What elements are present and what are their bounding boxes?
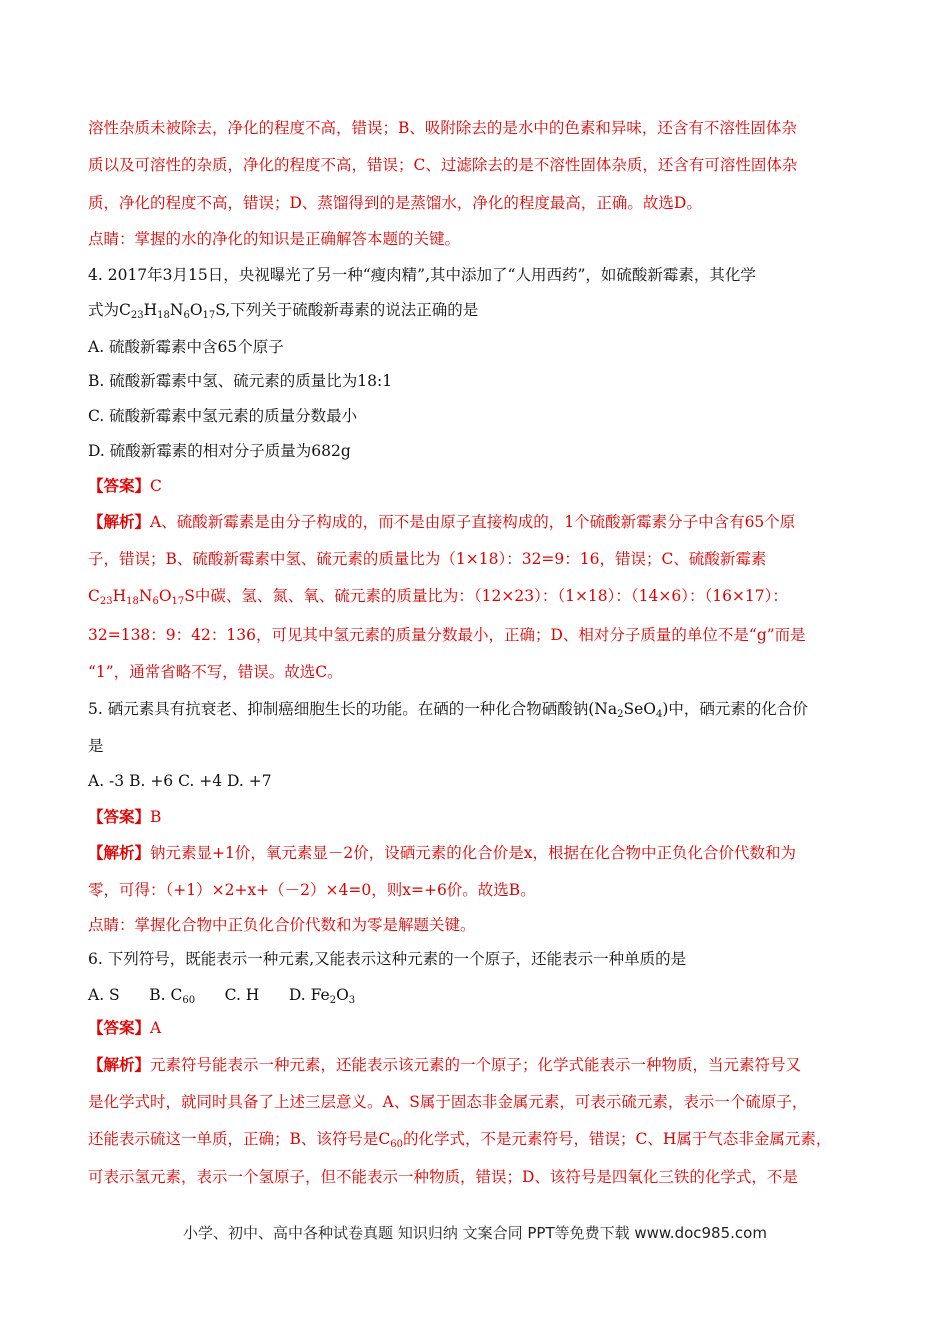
q6-answer: 【答案】A [88, 1018, 162, 1037]
q6-stem: 6. 下列符号，既能表示一种元素,又能表示这种元素的一个原子，还能表示一种单质的是 [88, 950, 687, 968]
intro-line-1: 溶性杂质未被除去，净化的程度不高，错误；B、吸附除去的是水中的色素和异味，还含有不溶性固体杂 [88, 119, 797, 137]
q4-option-d: D. 硫酸新霉素的相对分子质量为682g [88, 442, 351, 460]
q4-stem-line-2: 式为$C_{23}H_{18}N_6O_{17}S$,下列关于硫酸新毒素的说法正确的是 [88, 301, 479, 321]
q4-option-b: B. 硫酸新霉素中氢、硫元素的质量比为18:1 [88, 372, 393, 390]
q5-stem-line-1: 5. 硒元素具有抗衰老、抑制癌细胞生长的功能。在硒的一种化合物硒酸钠$(Na_2SeO_4)$中，硒元素的化合价 [88, 700, 808, 720]
q6-analysis-line-3: 还能表示硫这一单质，正确；B、该符号是$C_{60}$的化学式，不是元素符号，错误；C、H属于气态非金属元素， [88, 1130, 832, 1150]
q4-answer: 【答案】C [88, 476, 162, 495]
q4-analysis-line-4: 32=138：9：42：136，可见其中氢元素的质量分数最小，正确；D、相对分子质量的单位不是“g”而是 [88, 626, 806, 644]
q5-analysis-line-2: 零，可得：（+1）×2+x+（－2）×4=0，则x=+6价。故选B。 [88, 881, 536, 899]
intro-line-2: 质以及可溶性的杂质，净化的程度不高，错误；C、过滤除去的是不溶性固体杂质，还含有可溶性固体杂 [88, 156, 798, 174]
q5-analysis-line-1: 【解析】钠元素显+1价，氧元素显－2价，设硒元素的化合价是x，根据在化合物中正负化合价代数和为 [88, 843, 796, 862]
q5-tip: 点睛：掌握化合物中正负化合价代数和为零是解题关键。 [88, 916, 476, 934]
q6-options [88, 984, 880, 1006]
q5-stem-line-2: 是 [88, 737, 104, 755]
intro-line-3: 质，净化的程度不高，错误；D、蒸馏得到的是蒸馏水，净化的程度最高，正确。故选D。 [88, 194, 702, 212]
q6-option-b: B. $C_{60}$ [149, 986, 196, 1006]
q6-option-c: C. H [224, 986, 260, 1004]
q6-option-a: A. S [88, 986, 120, 1004]
q6-option-d: D. $Fe_2O_3$ [288, 986, 356, 1006]
q4-stem-line-1: 4. 2017年3月15日，央视曝光了另一种“瘦肉精”,其中添加了“人用西药”，如硫酸新霉素，其化学 [88, 266, 756, 284]
q4-analysis-line-1: 【解析】A、硫酸新霉素是由分子构成的，而不是由原子直接构成的，1个硫酸新霉素分子中含有65个原 [88, 512, 796, 531]
q4-option-a: A. 硫酸新霉素中含65个原子 [88, 338, 284, 356]
q4-analysis-line-2: 子，错误；B、硫酸新霉素中氢、硫元素的质量比为（1×18）：32=9：16，错误；C、硫酸新霉素 [88, 550, 767, 568]
q4-option-c: C. 硫酸新霉素中氢元素的质量分数最小 [88, 407, 358, 425]
q4-analysis-line-5: “1”，通常省略不写，错误。故选C。 [88, 663, 343, 681]
q4-analysis-line-3: $C_{23}H_{18}N_6O_{17}S$中碳、氢、氮、氧、硫元素的质量比为：（12×23）：（1×18）：（14×6）：（16×17）： [88, 587, 788, 607]
q6-analysis-line-1: 【解析】元素符号能表示一种元素，还能表示该元素的一个原子；化学式能表示一种物质，当元素符号又 [88, 1055, 802, 1074]
q5-options: A. -3 B. +6 C. +4 D. +7 [88, 772, 272, 790]
q6-analysis-line-2: 是化学式时，就同时具备了上述三层意义。A、S属于固态非金属元素，可表示硫元素，表示一个硫原子， [88, 1093, 808, 1111]
q5-answer: 【答案】B [88, 807, 162, 826]
q4-formula: $C_{23}H_{18}N_6O_{17}S$ [119, 301, 226, 321]
q5-formula: $Na_2SeO_4$ [594, 700, 663, 720]
intro-tip: 点睛：掌握的水的净化的知识是正确解答本题的关键。 [88, 230, 461, 248]
q6-analysis-line-4: 可表示氢元素，表示一个氢原子，但不能表示一种物质，错误；D、该符号是四氧化三铁的化学式，不是 [88, 1168, 798, 1186]
page-footer: 小学、初中、高中各种试卷真题 知识归纳 文案合同 PPT等免费下载 www.doc985.com [183, 1224, 767, 1242]
